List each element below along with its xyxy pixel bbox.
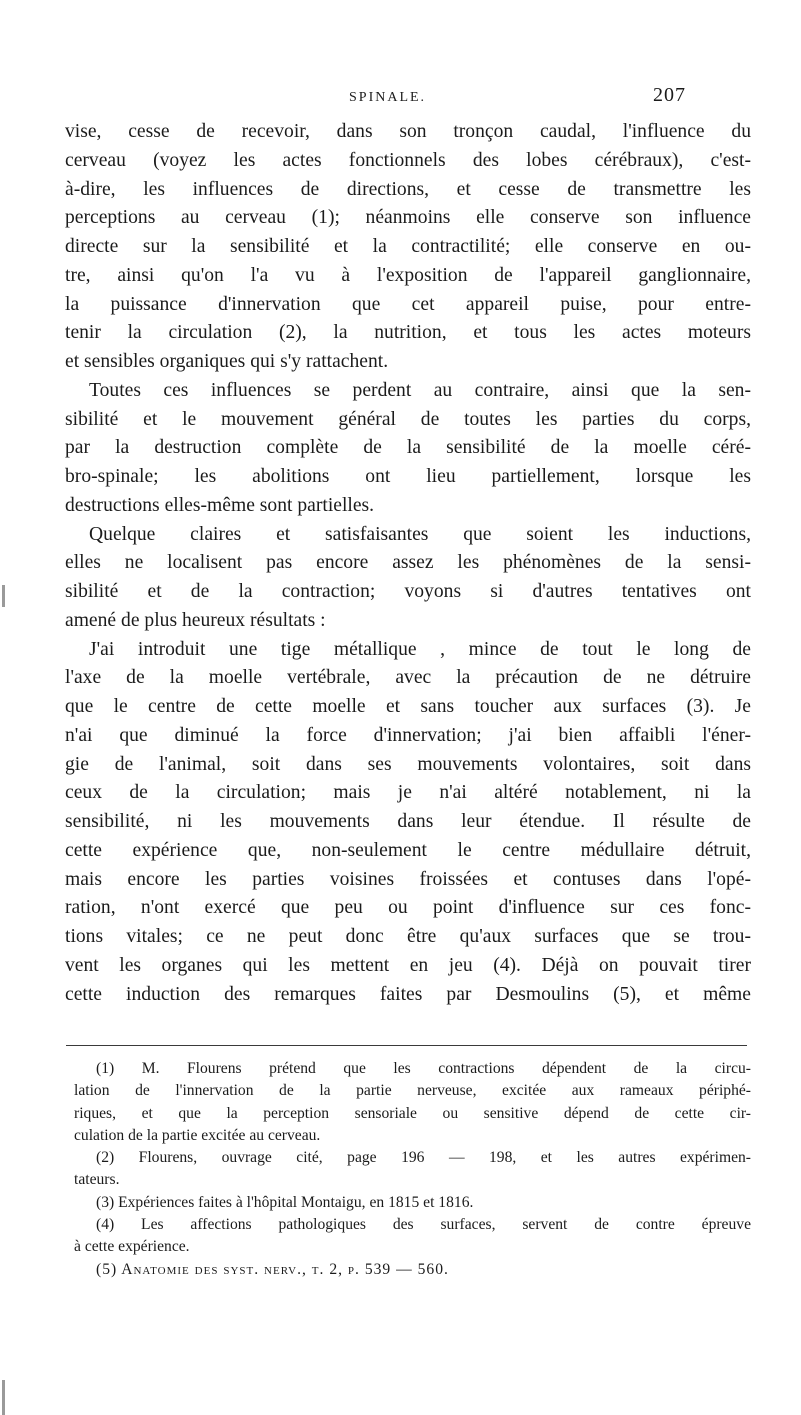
footnote-line: lation de l'innervation de la partie nerveuse, excitée aux rameaux périphé- — [74, 1082, 751, 1100]
text-line: vent les organes qui les mettent en jeu (4). Déjà on pouvait tirer — [65, 954, 751, 976]
text-line: destructions elles-même sont partielles. — [65, 494, 375, 516]
text-line: tenir la circulation (2), la nutrition, et tous les actes moteurs — [65, 322, 751, 344]
page-number: 207 — [653, 84, 686, 106]
footnote-line: (4) Les affections pathologiques des surfaces, servent de contre épreuve — [96, 1216, 751, 1234]
text-line: la puissance d'innervation que cet appareil puise, pour entre- — [65, 293, 751, 315]
text-line: mais encore les parties voisines froissées et contuses dans l'opé- — [65, 868, 751, 890]
footnote-line: (5) Anatomie des syst. nerv., t. 2, p. 539 — 560. — [96, 1260, 449, 1278]
footnote-line: riques, et que la perception sensoriale ou sensitive dépend de cette cir- — [74, 1104, 751, 1122]
text-line: elles ne localisent pas encore assez les phénomènes de la sensi- — [65, 552, 751, 574]
text-line: ration, n'ont exercé que peu ou point d'influence sur ces fonc- — [65, 897, 751, 919]
scan-edge-mark — [2, 1380, 5, 1415]
footnote-line: à cette expérience. — [74, 1238, 190, 1256]
text-line: l'axe de la moelle vertébrale, avec la précaution de ne détruire — [65, 667, 751, 689]
footnote-rule — [66, 1045, 747, 1046]
text-line: bro-spinale; les abolitions ont lieu partiellement, lorsque les — [65, 466, 751, 487]
footnote-line: (1) M. Flourens prétend que les contractions dépendent de la circu- — [96, 1060, 751, 1077]
text-line: par la destruction complète de la sensibilité de la moelle céré- — [65, 437, 751, 459]
text-line: perceptions au cerveau (1); néanmoins elle conserve son influence — [65, 207, 751, 229]
text-line: tions vitales; ce ne peut donc être qu'aux surfaces que se trou- — [65, 926, 751, 947]
text-line: directe sur la sensibilité et la contractilité; elle conserve en ou- — [65, 236, 751, 257]
text-line: sibilité et de la contraction; voyons si d'autres tentatives ont — [65, 581, 751, 602]
footnote-line: (3) Expériences faites à l'hôpital Montaigu, en 1815 et 1816. — [96, 1193, 474, 1211]
scan-edge-mark — [2, 585, 5, 607]
text-line: vise, cesse de recevoir, dans son tronçon caudal, l'influence du — [65, 121, 751, 142]
footnotes — [74, 1058, 751, 1281]
text-line: cette expérience que, non-seulement le centre médullaire détruit, — [65, 839, 751, 861]
text-line: que le centre de cette moelle et sans toucher aux surfaces (3). Je — [65, 696, 751, 717]
text-line: cette induction des remarques faites par Desmoulins (5), et même — [65, 983, 751, 1005]
text-line: cerveau (voyez les actes fonctionnels des lobes cérébraux), c'est- — [65, 149, 751, 171]
text-line: sibilité et le mouvement général de toutes les parties du corps, — [65, 408, 751, 430]
running-title: SPINALE. — [349, 90, 427, 105]
text-line: n'ai que diminué la force d'innervation; j'ai bien affaibli l'éner- — [65, 724, 751, 746]
footnote-line: (2) Flourens, ouvrage cité, page 196 — 198, et les autres expérimen- — [96, 1149, 751, 1167]
body-text — [65, 118, 751, 1009]
text-line: ceux de la circulation; mais je n'ai altéré notablement, ni la — [65, 782, 751, 804]
text-line: gie de l'animal, soit dans ses mouvements volontaires, soit dans — [65, 753, 751, 775]
footnote-line: tateurs. — [74, 1171, 120, 1189]
footnote-line: culation de la partie excitée au cerveau. — [74, 1126, 321, 1144]
text-line: J'ai introduit une tige métallique , mince de tout le long de — [89, 638, 751, 660]
text-line: tre, ainsi qu'on l'a vu à l'exposition de l'appareil ganglionnaire, — [65, 264, 751, 286]
text-line: Toutes ces influences se perdent au contraire, ainsi que la sen- — [89, 379, 751, 401]
text-line: sensibilité, ni les mouvements dans leur étendue. Il résulte de — [65, 811, 751, 832]
text-line: Quelque claires et satisfaisantes que soient les inductions, — [89, 523, 751, 545]
running-head — [0, 84, 801, 114]
text-line: à-dire, les influences de directions, et cesse de transmettre les — [65, 178, 751, 200]
text-line: et sensibles organiques qui s'y rattachent. — [65, 351, 389, 372]
text-line: amené de plus heureux résultats : — [65, 609, 326, 631]
